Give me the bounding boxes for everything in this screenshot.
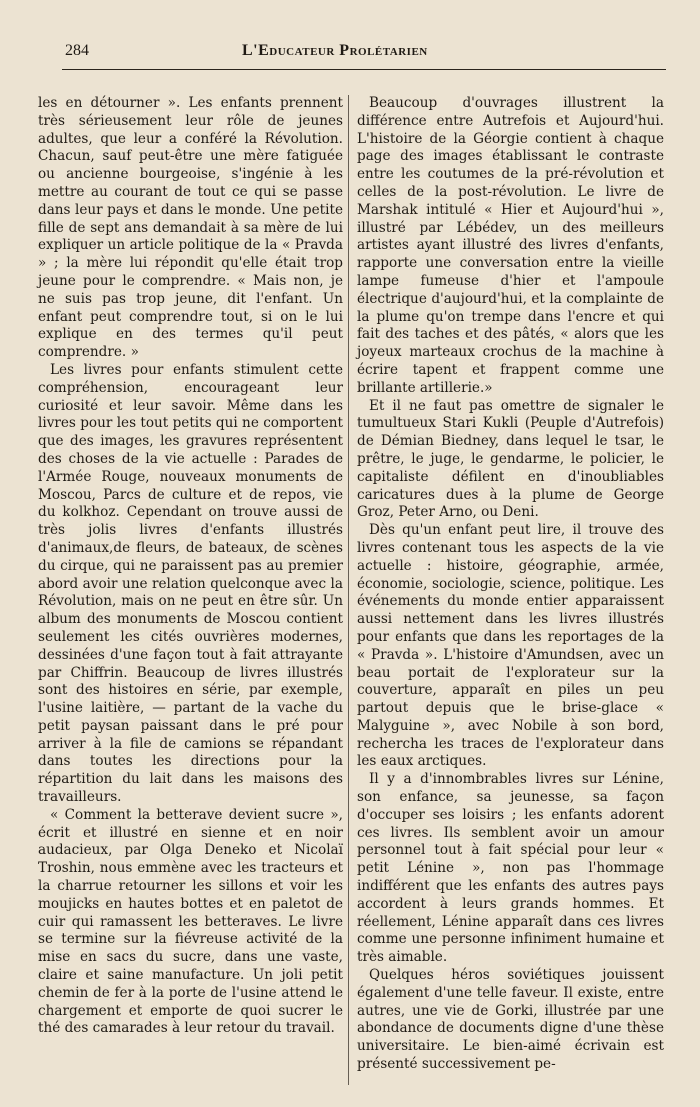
paragraph: Les livres pour enfants stimulent cette compréhension, encourageant leur curiosité et leur savoir. Même dans les livres pour les tout petits qui ne comportent que des images, les gravures représentent des choses de la vie actuelle : Parades de l'Armée Rouge, nouveaux monuments de Moscou, Parcs de culture et de repos, vie du kolkhoz. Cependant on trouve aussi de très jolis livres d'enfants illustrés d'animaux,de fleurs, de bateaux, de scènes du cirque, qui ne paraissent pas au premier abord avoir une relation quelconque avec la Révolution, mais on ne peut en être sûr. Un album des monuments de Moscou contient seulement les cités ouvrières modernes, dessinées d'une façon tout à fait attrayante par Chiffrin. Beaucoup de livres illustrés sont des histoires en série, par exemple, l'usine laitière, — partant de la vache du petit paysan paissant dans le pré pour arriver à la file de camions se répandant dans toutes les directions pour la répartition du lait dans les maisons des travailleurs. [38, 361, 343, 806]
left-column [38, 95, 343, 1038]
paragraph: Il y a d'innombrables livres sur Lénine, son enfance, sa jeunesse, sa façon d'occuper ses loisirs ; les enfants adorent ces livres. Ils semblent avoir un amour personnel tout à fait spécial pour leur « petit Lénine », non pas l'hommage indifférent que les enfants des autres pays accordent à leurs grands hommes. Et réellement, Lénine apparaît dans ces livres comme une personne infiniment humaine et très aimable. [357, 771, 664, 966]
paragraph: Beaucoup d'ouvrages illustrent la différence entre Autrefois et Aujourd'hui. L'histoire de la Géorgie contient à chaque page des images établissant le contraste entre les coutumes de la pré-révolution et celles de la post-révolution. Le livre de Marshak intitulé « Hier et Aujourd'hui », illustré par Lébédev, un des meilleurs artistes ayant illustré des livres d'enfants, rapporte une conversation entre la vieille lampe fumeuse d'hier et l'ampoule électrique d'aujourd'hui, et la complainte de la plume qu'on trempe dans l'encre et qui fait des taches et des pâtés, « alors que les joyeux marteaux crochus de la machine à écrire tapent et frappent comme une brillante artillerie.» [357, 95, 664, 396]
page-number: 284 [65, 42, 89, 59]
page-header [62, 42, 666, 66]
column-divider [348, 95, 349, 1085]
header-rule [62, 69, 666, 70]
paragraph: Dès qu'un enfant peut lire, il trouve des livres contenant tous les aspects de la vie actuelle : histoire, géographie, armée, économie, sociologie, science, politique. Les événements du monde entier apparaissent aussi nettement dans les livres illustrés pour enfants que dans les reportages de la « Pravda ». L'histoire d'Amundsen, avec un beau portait de l'explorateur sur la couverture, apparaît en piles un peu partout depuis que le brise-glace « Malyguine », avec Nobile à son bord, rechercha les traces de l'explorateur dans les eaux arctiques. [357, 522, 664, 770]
paragraph: les en détourner ». Les enfants prennent très sérieusement leur rôle de jeunes adultes, que leur a conféré la Révolution. Chacun, sauf peut-être une mère fatiguée ou ancienne bourgeoise, s'ingénie à les mettre au courant de tout ce qui se passe dans leur pays et dans le monde. Une petite fille de sept ans demandait à sa mère de lui expliquer un article politique de la « Pravda » ; la mère lui répondit qu'elle était trop jeune pour le comprendre. « Mais non, je ne suis pas trop jeune, dit l'enfant. Un enfant peut comprendre tout, si on le lui explique en des termes qu'il peut comprendre. » [38, 95, 343, 361]
running-title: L'Educateur Prolétarien [242, 42, 428, 59]
paragraph: Quelques héros soviétiques jouissent également d'une telle faveur. Il existe, entre autres, une vie de Gorki, illustrée par une abondance de documents digne d'une thèse universitaire. Le bien-aimé écrivain est présenté successivement pe- [357, 967, 664, 1073]
paragraph: Et il ne faut pas omettre de signaler le tumultueux Stari Kukli (Peuple d'Autrefois) de Démian Biedney, dans lequel le tsar, le prêtre, le juge, le gendarme, le policier, le capitaliste défilent en d'inoubliables caricatures dues à la plume de George Groz, Peter Arno, ou Deni. [357, 397, 664, 521]
right-column [357, 95, 664, 1074]
paragraph: « Comment la betterave devient sucre », écrit et illustré en sienne et en noir audacieux, par Olga Deneko et Nicolaï Troshin, nous emmène avec les tracteurs et la charrue retourner les sillons et voir les moujicks en hautes bottes et en paletot de cuir qui ramassent les betteraves. Le livre se termine sur la fiévreuse activité de la mise en sacs du sucre, dans une vaste, claire et saine manufacture. Un joli petit chemin de fer à la porte de l'usine attend le chargement et emporte de quoi sucrer le thé des camarades à leur retour du travail. [38, 806, 343, 1037]
